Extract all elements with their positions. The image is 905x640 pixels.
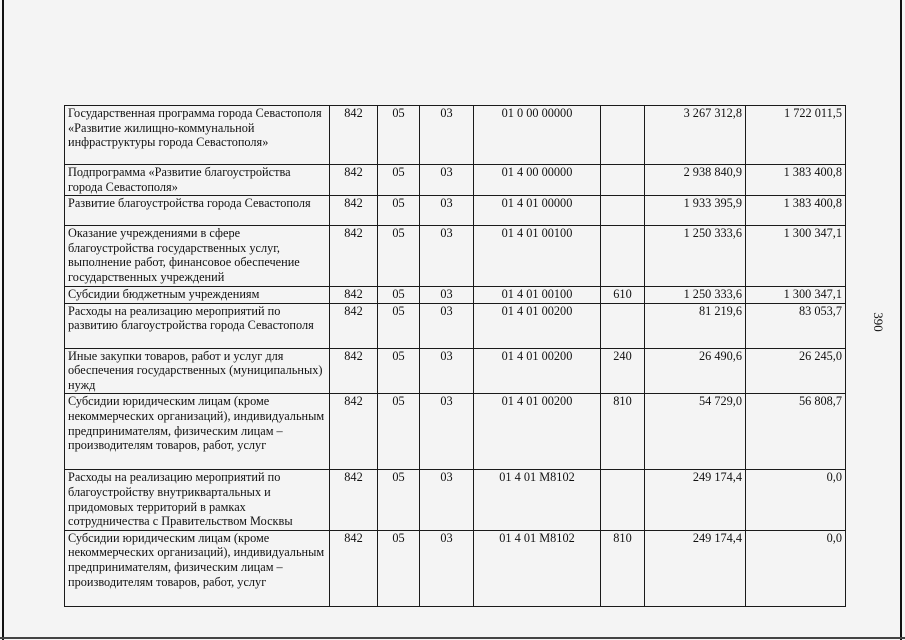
- cell-amount-year-1: 249 174,4: [645, 470, 746, 530]
- cell-section-code: 05: [378, 470, 420, 530]
- cell-gr-code: 842: [330, 348, 378, 394]
- cell-gr-code: 842: [330, 303, 378, 348]
- cell-amount-year-1: 81 219,6: [645, 303, 746, 348]
- cell-target-code: 01 4 01 M8102: [474, 530, 601, 606]
- cell-expense-type-code: [601, 303, 645, 348]
- cell-section-code: 05: [378, 165, 420, 196]
- cell-section-code: 05: [378, 286, 420, 303]
- cell-amount-year-2: 83 053,7: [746, 303, 846, 348]
- cell-amount-year-2: 1 300 347,1: [746, 286, 846, 303]
- cell-target-code: 01 4 01 00200: [474, 303, 601, 348]
- cell-gr-code: 842: [330, 165, 378, 196]
- cell-section-code: 05: [378, 394, 420, 470]
- table-row: [65, 530, 846, 606]
- table-row: [65, 196, 846, 226]
- cell-subsection-code: 03: [420, 470, 474, 530]
- table-row: [65, 470, 846, 530]
- cell-amount-year-1: 3 267 312,8: [645, 106, 746, 165]
- cell-target-code: 01 4 00 00000: [474, 165, 601, 196]
- cell-expense-type-code: 610: [601, 286, 645, 303]
- cell-amount-year-2: 1 722 011,5: [746, 106, 846, 165]
- cell-section-code: 05: [378, 530, 420, 606]
- page-number: 390: [871, 312, 886, 332]
- cell-subsection-code: 03: [420, 106, 474, 165]
- cell-amount-year-2: 0,0: [746, 530, 846, 606]
- page-edge-left: [2, 0, 4, 640]
- cell-target-code: 01 4 01 00000: [474, 196, 601, 226]
- cell-amount-year-1: 249 174,4: [645, 530, 746, 606]
- cell-section-code: 05: [378, 226, 420, 286]
- cell-expense-type-code: [601, 106, 645, 165]
- cell-expense-name: Подпрограмма «Развитие благоустройства города Севастополя»: [65, 165, 330, 196]
- cell-expense-type-code: 810: [601, 394, 645, 470]
- table-row: [65, 286, 846, 303]
- cell-amount-year-2: 56 808,7: [746, 394, 846, 470]
- cell-amount-year-2: 26 245,0: [746, 348, 846, 394]
- cell-amount-year-1: 1 250 333,6: [645, 286, 746, 303]
- cell-subsection-code: 03: [420, 394, 474, 470]
- budget-table: [64, 105, 846, 607]
- cell-expense-name: Субсидии бюджетным учреждениям: [65, 286, 330, 303]
- page-edge-bottom: [0, 637, 905, 639]
- cell-amount-year-1: 1 250 333,6: [645, 226, 746, 286]
- cell-gr-code: 842: [330, 470, 378, 530]
- cell-expense-type-code: 240: [601, 348, 645, 394]
- cell-expense-name: Расходы на реализацию мероприятий по благоустройству внутриквартальных и придомовых территорий в рамках сотрудничества с Правительством Москвы: [65, 470, 330, 530]
- cell-expense-name: Субсидии юридическим лицам (кроме некоммерческих организаций), индивидуальным предпринимателям, физическим лицам – производителям товаров, работ, услуг: [65, 530, 330, 606]
- page-edge-right: [900, 0, 902, 640]
- cell-gr-code: 842: [330, 530, 378, 606]
- table-row: [65, 348, 846, 394]
- cell-target-code: 01 4 01 M8102: [474, 470, 601, 530]
- cell-expense-type-code: [601, 226, 645, 286]
- table-row: [65, 394, 846, 470]
- cell-expense-type-code: [601, 470, 645, 530]
- cell-gr-code: 842: [330, 286, 378, 303]
- cell-subsection-code: 03: [420, 226, 474, 286]
- cell-expense-name: Иные закупки товаров, работ и услуг для обеспечения государственных (муниципальных) нужд: [65, 348, 330, 394]
- cell-target-code: 01 4 01 00200: [474, 394, 601, 470]
- cell-subsection-code: 03: [420, 530, 474, 606]
- cell-amount-year-1: 54 729,0: [645, 394, 746, 470]
- cell-section-code: 05: [378, 303, 420, 348]
- table-row: [65, 303, 846, 348]
- cell-section-code: 05: [378, 196, 420, 226]
- cell-expense-type-code: [601, 165, 645, 196]
- cell-target-code: 01 4 01 00200: [474, 348, 601, 394]
- cell-subsection-code: 03: [420, 348, 474, 394]
- cell-gr-code: 842: [330, 226, 378, 286]
- cell-expense-type-code: 810: [601, 530, 645, 606]
- cell-amount-year-2: 1 383 400,8: [746, 196, 846, 226]
- cell-expense-name: Субсидии юридическим лицам (кроме некоммерческих организаций), индивидуальным предпринимателям, физическим лицам – производителям товаров, работ, услуг: [65, 394, 330, 470]
- cell-amount-year-2: 1 383 400,8: [746, 165, 846, 196]
- cell-subsection-code: 03: [420, 196, 474, 226]
- cell-section-code: 05: [378, 106, 420, 165]
- cell-amount-year-2: 1 300 347,1: [746, 226, 846, 286]
- cell-expense-name: Государственная программа города Севастополя «Развитие жилищно-коммунальной инфраструктуры города Севастополя»: [65, 106, 330, 165]
- cell-target-code: 01 0 00 00000: [474, 106, 601, 165]
- cell-expense-name: Оказание учреждениями в сфере благоустройства государственных услуг, выполнение работ, финансовое обеспечение государственных учреждений: [65, 226, 330, 286]
- cell-amount-year-1: 1 933 395,9: [645, 196, 746, 226]
- cell-amount-year-1: 26 490,6: [645, 348, 746, 394]
- cell-expense-name: Расходы на реализацию мероприятий по развитию благоустройства города Севастополя: [65, 303, 330, 348]
- cell-subsection-code: 03: [420, 286, 474, 303]
- cell-subsection-code: 03: [420, 165, 474, 196]
- cell-expense-type-code: [601, 196, 645, 226]
- table-row: [65, 106, 846, 165]
- budget-table-body: [65, 106, 846, 607]
- cell-subsection-code: 03: [420, 303, 474, 348]
- cell-gr-code: 842: [330, 106, 378, 165]
- cell-expense-name: Развитие благоустройства города Севастополя: [65, 196, 330, 226]
- cell-gr-code: 842: [330, 196, 378, 226]
- cell-gr-code: 842: [330, 394, 378, 470]
- table-row: [65, 226, 846, 286]
- cell-target-code: 01 4 01 00100: [474, 226, 601, 286]
- cell-section-code: 05: [378, 348, 420, 394]
- cell-amount-year-2: 0,0: [746, 470, 846, 530]
- cell-target-code: 01 4 01 00100: [474, 286, 601, 303]
- table-row: [65, 165, 846, 196]
- cell-amount-year-1: 2 938 840,9: [645, 165, 746, 196]
